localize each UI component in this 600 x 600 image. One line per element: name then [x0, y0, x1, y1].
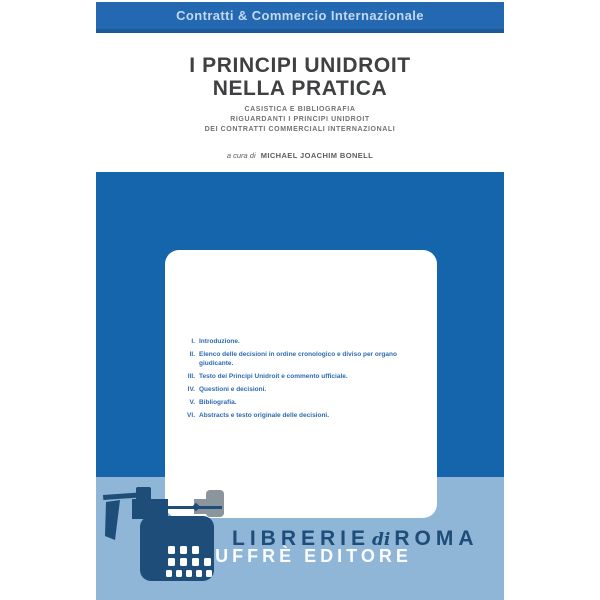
toc-item — [182, 398, 423, 407]
toc-item-text: Introduzione. — [199, 338, 240, 345]
bookstore-name-di: di — [372, 530, 391, 550]
author-line — [96, 151, 504, 160]
book-title-line1: I PRINCIPI UNIDROIT — [189, 54, 411, 77]
toc-item-numeral: IV. — [187, 386, 195, 393]
toc-item-text: Abstracts e testo originale delle decisioni. — [199, 412, 330, 419]
subtitle-line1: CASISTICA E BIBLIOGRAFIA — [244, 106, 356, 113]
author-prefix: a cura di — [226, 151, 256, 160]
subtitle-block — [96, 105, 504, 135]
toc-item — [182, 337, 423, 346]
toc-item-text: Bibliografia. — [199, 399, 237, 406]
subtitle-line3: DEI CONTRATTI COMMERCIALI INTERNAZIONALI — [204, 126, 396, 133]
toc-item — [182, 385, 423, 394]
toc-item-numeral: III. — [187, 373, 195, 380]
book-title-line2: NELLA PRATICA — [212, 77, 388, 100]
toc-item-text: Elenco delle decisioni in ordine cronologico e diviso per organo giudicante. — [199, 351, 397, 367]
toc-item-text: Questioni e decisioni. — [199, 386, 267, 393]
series-band — [96, 2, 504, 33]
toc-item — [182, 372, 423, 381]
toc-item-numeral: VI. — [187, 412, 195, 419]
toc-item — [182, 350, 423, 368]
book-cover — [96, 0, 504, 600]
toc-item-numeral: V. — [189, 399, 195, 406]
series-title: Contratti & Commercio Internazionale — [176, 8, 424, 23]
toc-item-numeral: I. — [191, 338, 195, 345]
toc-item-numeral: II. — [189, 351, 195, 358]
watermark-band — [96, 477, 504, 600]
toc-item-text: Testo dei Principi Unidroit e commento ufficiale. — [199, 373, 348, 380]
toc-item — [182, 411, 423, 420]
bookstore-name-librerie: LIBRERIE — [232, 527, 371, 550]
subtitle-line2: RIGUARDANTI I PRINCIPI UNIDROIT — [230, 116, 370, 123]
title-block — [96, 54, 504, 100]
table-of-contents — [182, 337, 423, 424]
bookstore-name-roma: ROMA — [394, 527, 479, 550]
author-name: MICHAEL JOACHIM BONELL — [260, 151, 374, 160]
